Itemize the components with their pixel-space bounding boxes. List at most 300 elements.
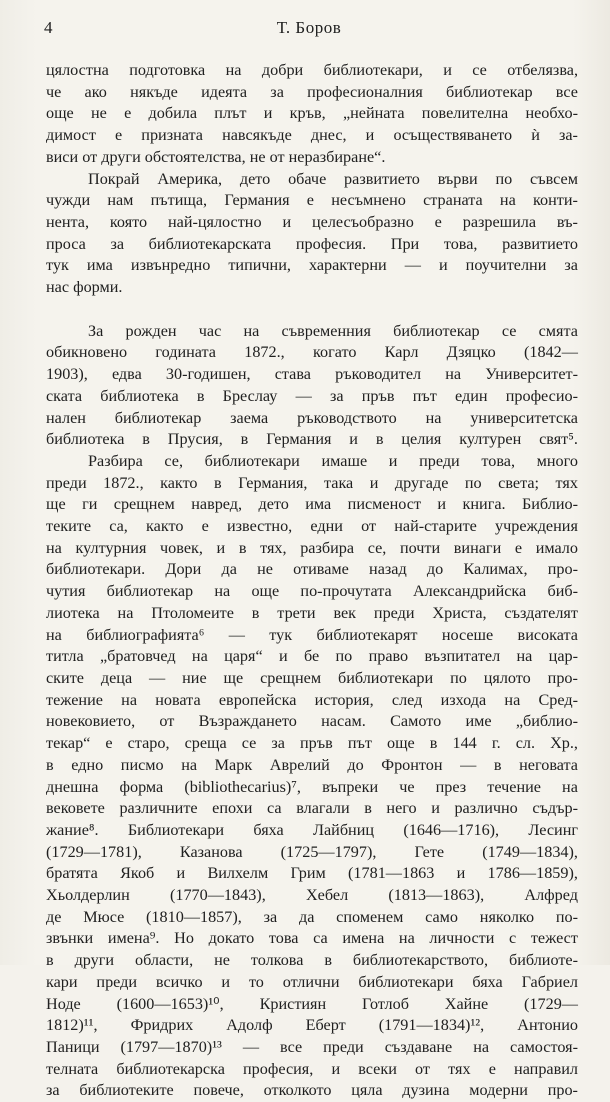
word: за xyxy=(271,734,285,753)
word: Птоломеите xyxy=(151,603,234,622)
text-line xyxy=(46,408,578,430)
word: старо, xyxy=(127,734,170,753)
word: телната xyxy=(46,1059,99,1078)
text-line xyxy=(46,429,578,451)
text-line xyxy=(46,103,578,125)
word: типични, xyxy=(228,256,291,275)
word: форми. xyxy=(73,278,123,297)
word: Александрийска xyxy=(412,582,527,601)
word: (1749—1834), xyxy=(482,842,578,861)
word: Библиотекари xyxy=(127,820,225,839)
word: и xyxy=(278,647,288,666)
word: направил xyxy=(514,1059,578,1078)
word: Карл xyxy=(384,343,419,362)
word: това xyxy=(268,929,299,948)
word: и xyxy=(221,972,231,991)
word: все xyxy=(280,1037,303,1056)
text-line xyxy=(46,473,578,495)
word: за xyxy=(110,234,125,253)
word: още xyxy=(251,582,280,601)
word: сл. xyxy=(515,734,536,753)
word: човек, xyxy=(160,538,203,557)
text-line xyxy=(46,451,578,473)
word: високата xyxy=(517,625,578,644)
word: е xyxy=(514,538,523,557)
word: за xyxy=(46,1081,60,1100)
word: отиваме xyxy=(293,560,349,579)
word: Фронтон xyxy=(381,755,443,774)
word: (1813—1863), xyxy=(388,886,485,905)
word: жание⁸. xyxy=(46,820,99,839)
word: добри xyxy=(261,61,304,79)
word: и xyxy=(438,256,448,275)
word: про- xyxy=(547,668,578,687)
word: от xyxy=(82,147,98,166)
word: ще xyxy=(46,495,66,514)
word: някъде xyxy=(130,82,178,101)
word: право xyxy=(368,647,409,666)
word: е xyxy=(115,126,123,145)
word: най-старите xyxy=(394,517,477,536)
word: по xyxy=(335,647,353,666)
word: Лесинг xyxy=(528,820,578,839)
word: текар“ xyxy=(46,734,91,753)
word: то xyxy=(248,972,264,991)
word: библиоте- xyxy=(508,951,578,970)
word: в xyxy=(240,430,249,449)
word: дузина xyxy=(402,1081,450,1100)
word: обаче xyxy=(288,169,327,188)
word: — xyxy=(295,386,312,405)
word: — xyxy=(460,755,477,774)
paragraph xyxy=(46,169,578,299)
text-line xyxy=(46,863,578,885)
text-line xyxy=(46,1037,578,1059)
word: за xyxy=(263,907,278,926)
word: ските xyxy=(46,668,84,687)
word: библиотекари xyxy=(204,451,300,470)
word: преди xyxy=(419,451,460,470)
word: на xyxy=(473,1037,490,1056)
word: подготовка xyxy=(129,61,206,79)
word: и xyxy=(331,1059,341,1078)
text-line xyxy=(46,777,578,799)
word: други xyxy=(101,147,141,166)
word: Германия xyxy=(266,430,332,449)
word: новата xyxy=(155,690,201,709)
word: на xyxy=(225,61,242,79)
word: още xyxy=(46,104,74,123)
word: в xyxy=(214,473,222,492)
text-line xyxy=(46,82,578,104)
word: в xyxy=(324,951,332,970)
text-line xyxy=(46,581,578,603)
text-line xyxy=(46,950,578,972)
text-line xyxy=(46,625,578,647)
word: на xyxy=(499,191,516,210)
word: разбира xyxy=(300,538,355,557)
word: до xyxy=(347,755,364,774)
word: Америка, xyxy=(157,169,223,188)
text-line xyxy=(46,255,578,277)
word: професио- xyxy=(505,386,578,405)
word: както xyxy=(146,517,184,536)
word: 30-годишен, xyxy=(165,365,251,384)
text-line xyxy=(46,1080,578,1102)
word: по-прочутата xyxy=(300,582,392,601)
text-line xyxy=(46,516,578,538)
word: библиотекарството, xyxy=(352,951,489,970)
word: области, xyxy=(134,951,194,970)
word: история, xyxy=(314,690,374,709)
word: ги xyxy=(82,495,98,514)
word: по xyxy=(450,668,467,687)
word: Еберт xyxy=(305,1016,346,1035)
word: (1725—1797), xyxy=(280,842,377,861)
word: Марк xyxy=(214,755,253,774)
word: извънредно xyxy=(130,256,211,275)
word: Мюсе xyxy=(83,907,125,926)
word: де xyxy=(46,907,62,926)
word: епохи xyxy=(212,799,253,818)
word: е xyxy=(201,517,209,536)
word: кари xyxy=(46,972,78,991)
word: плът xyxy=(214,104,247,123)
word: (1729—1781), xyxy=(46,842,142,861)
word: по xyxy=(464,473,482,492)
word: въ- xyxy=(556,212,578,231)
word: цялото xyxy=(483,668,531,687)
word: библиотека xyxy=(100,386,179,405)
word: тях xyxy=(448,1059,471,1078)
word: чутия xyxy=(46,582,86,601)
word: от xyxy=(415,1059,431,1078)
word: осъществяването xyxy=(393,126,513,145)
word: (1770—1843), xyxy=(169,886,266,905)
word: (1781—1863 xyxy=(348,864,435,883)
word: когато xyxy=(312,343,357,362)
paragraph xyxy=(46,321,578,451)
word: различно xyxy=(454,799,518,818)
text-line xyxy=(46,972,578,994)
word: различните xyxy=(119,799,198,818)
word: другаде xyxy=(394,473,449,492)
text-line xyxy=(46,321,578,343)
word: от xyxy=(361,517,377,536)
word: още xyxy=(386,734,415,753)
word: и xyxy=(349,430,358,449)
word: най-цялостно xyxy=(167,212,262,231)
word: нас xyxy=(46,278,70,297)
text-line xyxy=(46,755,578,777)
word: библиотека xyxy=(46,430,125,449)
word: Габриел xyxy=(521,972,578,991)
word: име xyxy=(465,712,492,731)
word: Аврелий xyxy=(269,755,330,774)
word: имена xyxy=(342,929,385,948)
word: културния xyxy=(75,538,147,557)
word: кръв, xyxy=(289,104,326,123)
word: бяха xyxy=(253,820,284,839)
word: библиотекари xyxy=(358,972,454,991)
word: с xyxy=(509,929,517,948)
word: Покрай xyxy=(88,169,140,188)
word: се xyxy=(241,734,257,753)
word: обикновено xyxy=(46,343,128,362)
word: върви xyxy=(437,169,478,188)
word: (1791—1834)¹², xyxy=(378,1016,485,1035)
word: един xyxy=(454,386,488,405)
word: става xyxy=(274,365,311,384)
word: отбелязва, xyxy=(507,61,578,79)
word: неговата xyxy=(519,755,578,774)
word: не xyxy=(214,951,230,970)
text-line xyxy=(46,386,578,408)
word: известно, xyxy=(226,517,293,536)
word: цяла xyxy=(351,1081,383,1100)
word: има xyxy=(305,495,332,514)
word: неразбиране“. xyxy=(288,147,386,166)
word: все xyxy=(555,82,578,101)
word: За xyxy=(88,321,104,340)
text-line xyxy=(46,234,578,256)
word: (1810—1857), xyxy=(146,907,242,926)
word: за xyxy=(329,386,344,405)
word: съвременния xyxy=(281,321,371,340)
word: Хебел xyxy=(305,886,349,905)
word: Библио- xyxy=(521,495,578,514)
word: Хр., xyxy=(550,734,578,753)
word: са, xyxy=(109,517,128,536)
word: 1903), xyxy=(46,365,88,384)
word: се xyxy=(501,321,517,340)
word: че xyxy=(46,82,62,101)
word: в xyxy=(46,951,54,970)
text-line xyxy=(46,733,578,755)
word: и xyxy=(369,473,379,492)
word: и xyxy=(176,864,186,883)
word: Фридрих xyxy=(130,1016,194,1035)
word: библиотекари. xyxy=(46,560,146,579)
word: — xyxy=(404,256,421,275)
word: виси xyxy=(46,147,79,166)
page-number: 4 xyxy=(44,18,53,37)
text-line xyxy=(46,842,578,864)
word: Хайне xyxy=(444,994,489,1013)
word: и xyxy=(443,61,452,79)
word: и xyxy=(456,864,466,883)
section-gap xyxy=(46,299,578,321)
word: нален xyxy=(46,408,86,427)
word: биб- xyxy=(547,582,578,601)
word: — xyxy=(149,668,166,687)
word: преди xyxy=(46,473,87,492)
word: Гете xyxy=(414,842,445,861)
word: и xyxy=(263,104,273,123)
body-text xyxy=(46,60,578,1102)
word: 1786—1859), xyxy=(487,864,578,883)
word: библиотеките xyxy=(79,1081,174,1100)
word: това, xyxy=(481,451,515,470)
word: цар- xyxy=(548,647,578,666)
word: по- xyxy=(555,907,578,926)
word: модерни xyxy=(469,1081,528,1100)
text-line xyxy=(46,277,578,299)
word: (1600—1653)¹⁰, xyxy=(116,994,224,1013)
word: трети xyxy=(277,603,316,622)
word: ѝ xyxy=(531,126,540,145)
word: едно xyxy=(71,755,104,774)
word: „братовчед xyxy=(99,647,176,666)
text-line xyxy=(46,646,578,668)
word: за- xyxy=(558,126,578,145)
word: имало xyxy=(535,538,578,557)
word: библиографията⁶ xyxy=(86,625,205,644)
word: Кристиян xyxy=(259,994,327,1013)
word: от xyxy=(269,147,285,166)
text-line xyxy=(46,885,578,907)
text-line xyxy=(46,169,578,191)
word: път xyxy=(347,734,372,753)
word: насам. xyxy=(321,712,366,731)
word: библиотекари, xyxy=(323,61,423,79)
word: в xyxy=(375,430,384,449)
text-line xyxy=(46,928,578,950)
word: цялостна xyxy=(46,61,109,79)
word: за xyxy=(564,256,578,275)
word: преди xyxy=(373,603,415,622)
word: дето xyxy=(258,495,289,514)
word: братята xyxy=(46,864,98,883)
word: библиотекар xyxy=(393,321,480,340)
word: ние xyxy=(182,668,207,687)
word: на xyxy=(243,321,260,340)
word: библиотекарска xyxy=(116,1059,225,1078)
word: ръководител xyxy=(335,365,422,384)
word: навред, xyxy=(191,495,243,514)
word: на xyxy=(46,538,62,557)
word: (bibliothecarius)⁷, xyxy=(184,777,301,796)
word: (1646—1716), xyxy=(403,820,500,839)
word: срещнем xyxy=(113,495,175,514)
word: Но xyxy=(174,929,194,948)
word: и xyxy=(388,451,398,470)
word: от xyxy=(159,712,175,731)
word: „библио- xyxy=(515,712,578,731)
word: 1872., xyxy=(103,473,144,492)
word: на xyxy=(46,625,62,644)
word: (1797—1870)¹³ xyxy=(120,1037,222,1056)
word: При xyxy=(390,234,420,253)
word: са xyxy=(313,929,328,948)
word: професионалния xyxy=(307,82,423,101)
word: Германия xyxy=(224,191,290,210)
word: създателят xyxy=(504,603,578,622)
word: ако xyxy=(84,82,107,101)
word: г. xyxy=(491,734,501,753)
word: царя“ xyxy=(224,647,263,666)
word: библиотекар xyxy=(446,82,533,101)
word: форма xyxy=(119,777,164,796)
word: днес, xyxy=(310,126,347,145)
word: дето xyxy=(239,169,271,188)
word: Антонио xyxy=(517,1016,578,1035)
word: 144 xyxy=(452,734,477,753)
word: света; xyxy=(498,473,540,492)
word: се, xyxy=(164,451,184,470)
word: Христа, xyxy=(432,603,487,622)
word: поучителни xyxy=(465,256,547,275)
word: тук xyxy=(46,256,69,275)
text-line xyxy=(46,907,578,929)
word: необхо- xyxy=(525,104,578,123)
word: професия, xyxy=(243,1059,314,1078)
word: Прусия, xyxy=(167,430,223,449)
word: самостоя- xyxy=(510,1037,578,1056)
word: — xyxy=(242,1037,260,1056)
word: бяха xyxy=(472,972,503,991)
word: на xyxy=(516,647,533,666)
word: димост xyxy=(46,126,96,145)
word: Лайбниц xyxy=(313,820,375,839)
word: библиотекари xyxy=(338,668,434,687)
word: добила xyxy=(148,104,198,123)
word: Възраждането xyxy=(198,712,297,731)
text-line xyxy=(46,147,578,169)
word: на xyxy=(398,929,415,948)
word: носеше xyxy=(441,625,494,644)
word: отлични xyxy=(282,972,340,991)
word: изхода xyxy=(440,690,487,709)
word: създаване xyxy=(384,1037,453,1056)
text-line xyxy=(46,364,578,386)
word: Калимах, xyxy=(463,560,528,579)
text-line xyxy=(46,342,578,364)
word: отколкото xyxy=(263,1081,332,1100)
word: почти xyxy=(399,538,441,557)
word: целесъобразно xyxy=(311,212,414,231)
word: ръководството xyxy=(297,408,397,427)
word: е xyxy=(488,1059,496,1078)
text-line xyxy=(46,1015,578,1037)
word: в xyxy=(429,734,438,753)
word: Университет- xyxy=(485,365,578,384)
word: навсякъде xyxy=(222,126,292,145)
word: и xyxy=(431,799,440,818)
word: писменост xyxy=(347,495,422,514)
word: на xyxy=(445,365,462,384)
word: въпреки xyxy=(322,777,379,796)
word: повелителна xyxy=(421,104,509,123)
word: след xyxy=(391,690,423,709)
word: Самото xyxy=(390,712,442,731)
word: споменем xyxy=(336,907,404,926)
word: библиотекар xyxy=(114,408,202,427)
word: за xyxy=(270,82,284,101)
word: Сред- xyxy=(538,690,578,709)
word: библиотекар xyxy=(106,582,194,601)
word: както xyxy=(160,473,198,492)
word: пръв xyxy=(361,386,395,405)
word: съдър- xyxy=(532,799,578,818)
word: културен xyxy=(459,430,522,449)
running-title: Т. Боров xyxy=(276,18,342,37)
word: назад xyxy=(369,560,407,579)
word: много xyxy=(536,451,578,470)
word: Бреслау xyxy=(222,386,278,405)
page-header xyxy=(44,18,574,40)
text-line xyxy=(46,190,578,212)
